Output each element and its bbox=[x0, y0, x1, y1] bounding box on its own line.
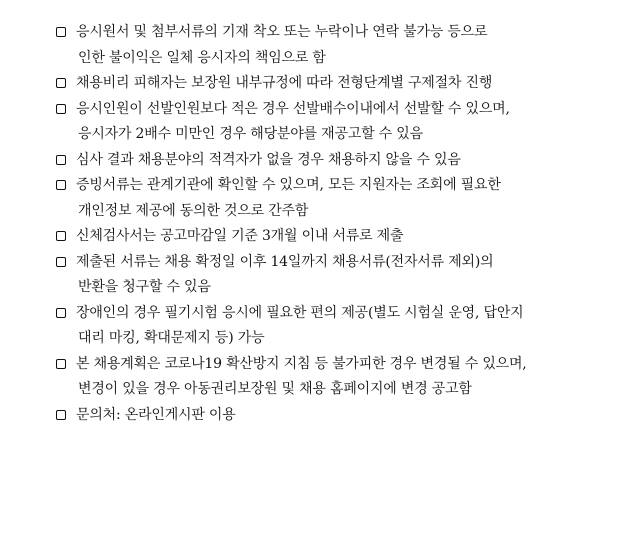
notice-list bbox=[56, 20, 616, 428]
checkbox-icon bbox=[56, 78, 66, 88]
notice-line: 심사 결과 채용분야의 적격자가 없을 경우 채용하지 않을 수 있음 bbox=[76, 151, 461, 168]
checkbox-icon bbox=[56, 308, 66, 318]
checkbox-icon bbox=[56, 27, 66, 37]
checkbox-icon bbox=[56, 104, 66, 114]
notice-line: 개인정보 제공에 동의한 것으로 간주함 bbox=[78, 202, 309, 219]
notice-item-contact bbox=[56, 403, 616, 429]
checkbox-icon bbox=[56, 359, 66, 369]
notice-item-document-verification bbox=[56, 173, 616, 224]
notice-line: 변경이 있을 경우 아동권리보장원 및 채용 홈페이지에 변경 공고함 bbox=[78, 381, 472, 397]
notice-line: 본 채용계획은 코로나19 확산방지 지침 등 불가피한 경우 변경될 수 있으며, bbox=[76, 355, 527, 372]
notice-item-disability-accommodation bbox=[56, 301, 616, 352]
notice-item-document-return bbox=[56, 250, 616, 301]
notice-line: 응시자가 2배수 미만인 경우 해당분야를 재공고할 수 있음 bbox=[78, 126, 423, 142]
checkbox-icon bbox=[56, 257, 66, 267]
notice-item-plan-changes bbox=[56, 352, 616, 403]
notice-line: 문의처: 온라인게시판 이용 bbox=[76, 406, 236, 423]
checkbox-icon bbox=[56, 155, 66, 165]
checkbox-icon bbox=[56, 180, 66, 190]
notice-item-hiring-corruption-remedy bbox=[56, 71, 616, 97]
notice-item-selection-ratio bbox=[56, 97, 616, 148]
notice-line: 제출된 서류는 채용 확정일 이후 14일까지 채용서류(전자서류 제외)의 bbox=[76, 253, 494, 270]
notice-item-no-qualified-candidate bbox=[56, 148, 616, 174]
notice-line: 응시인원이 선발인원보다 적은 경우 선발배수이내에서 선발할 수 있으며, bbox=[76, 100, 510, 117]
notice-line: 증빙서류는 관계기관에 확인할 수 있으며, 모든 지원자는 조회에 필요한 bbox=[76, 177, 501, 193]
notice-line: 대리 마킹, 확대문제지 등) 가능 bbox=[78, 330, 265, 346]
checkbox-icon bbox=[56, 410, 66, 420]
notice-item-application-errors bbox=[56, 20, 616, 71]
notice-line: 신체검사서는 공고마감일 기준 3개월 이내 서류로 제출 bbox=[76, 228, 404, 244]
notice-line: 반환을 청구할 수 있음 bbox=[78, 279, 211, 295]
notice-line: 인한 불이익은 일체 응시자의 책임으로 함 bbox=[78, 49, 326, 66]
notice-line: 응시원서 및 첨부서류의 기재 착오 또는 누락이나 연락 불가능 등으로 bbox=[76, 24, 488, 40]
checkbox-icon bbox=[56, 231, 66, 241]
notice-line: 채용비리 피해자는 보장원 내부규정에 따라 전형단계별 구제절차 진행 bbox=[76, 75, 493, 91]
notice-line: 장애인의 경우 필기시험 응시에 필요한 편의 제공(별도 시험실 운영, 답안지 bbox=[76, 304, 524, 321]
notice-item-medical-certificate bbox=[56, 224, 616, 250]
